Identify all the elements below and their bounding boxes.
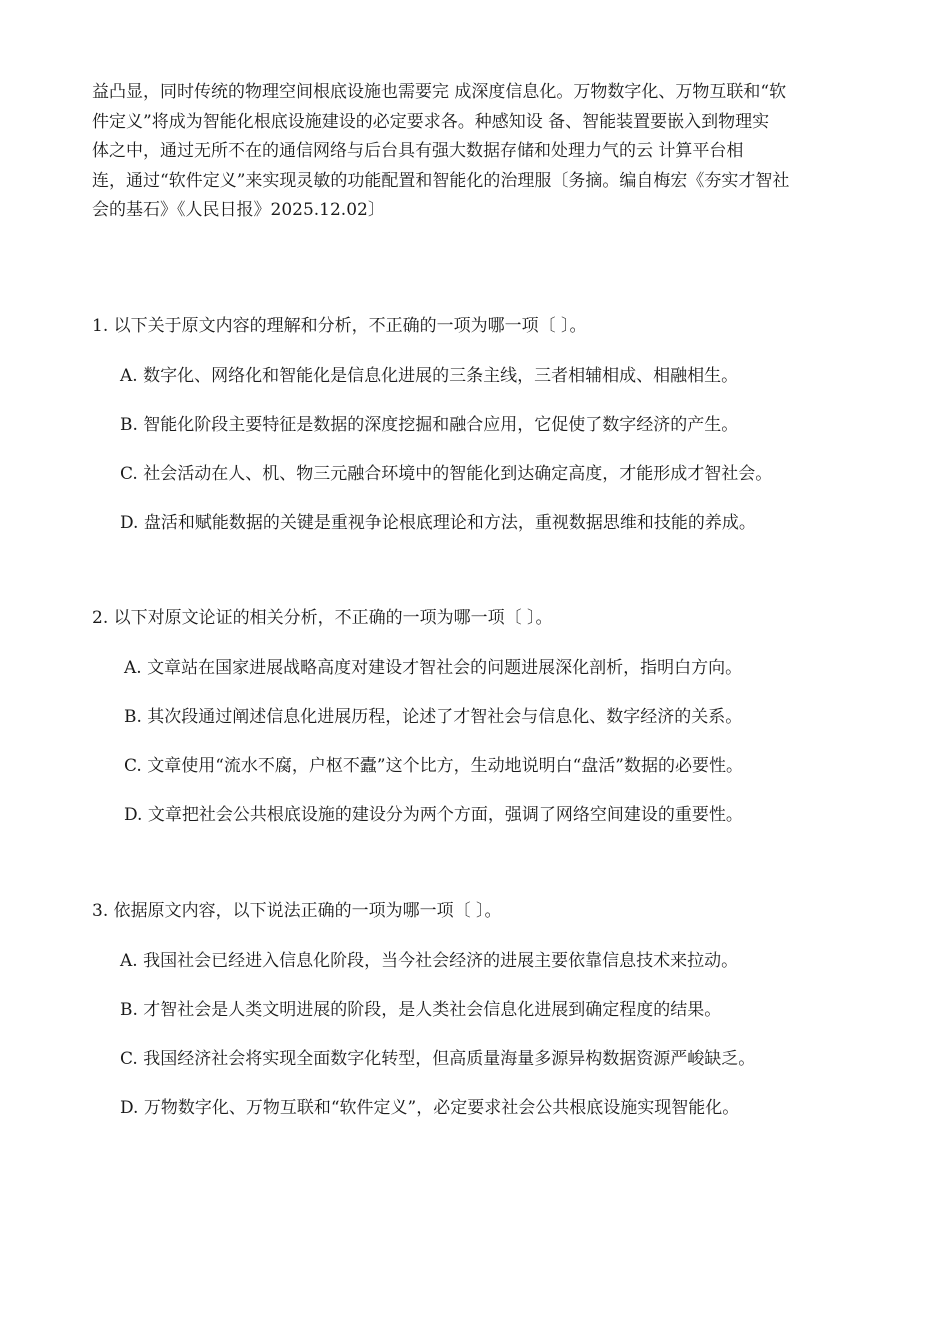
option-b: B. 其次段通过阐述信息化进展历程，论述了才智社会与信息化、数字经济的关系。 xyxy=(124,707,743,727)
option-a: A. 数字化、网络化和智能化是信息化进展的三条主线，三者相辅相成、相融相生。 xyxy=(120,366,739,386)
passage-text xyxy=(92,78,842,226)
option-d: D. 万物数字化、万物互联和“软件定义”，必定要求社会公共根底设施实现智能化。 xyxy=(120,1098,740,1118)
option-c: C. 文章使用“流水不腐，户枢不蠹”这个比方，生动地说明白“盘活”数据的必要性。 xyxy=(124,756,743,776)
passage-line: 益凸显，同时传统的物理空间根底设施也需要完 成深度信息化。万物数字化、万物互联和“软 xyxy=(92,82,787,102)
passage-line: 件定义”将成为智能化根底设施建设的必定要求各。种感知设 备、智能装置要嵌入到物理实 xyxy=(92,111,770,132)
option-c: C. 我国经济社会将实现全面数字化转型，但高质量海量多源异构数据资源严峻缺乏。 xyxy=(120,1049,756,1069)
question-3 xyxy=(92,899,892,1120)
passage-line: 体之中，通过无所不在的通信网络与后台具有强大数据存储和处理力气的云 计算平台相 xyxy=(92,141,744,161)
option-b: B. 智能化阶段主要特征是数据的深度挖掘和融合应用，它促使了数字经济的产生。 xyxy=(120,415,739,435)
question-stem: 3. 依据原文内容，以下说法正确的一项为哪一项〔 〕。 xyxy=(92,901,502,921)
question-stem: 2. 以下对原文论证的相关分析，不正确的一项为哪一项〔 〕。 xyxy=(92,608,553,628)
passage-line: 会的基石》《人民日报》2025.12.02〕 xyxy=(92,200,385,220)
option-a: A. 文章站在国家进展战略高度对建设才智社会的问题进展深化剖析，指明白方向。 xyxy=(124,658,743,678)
question-stem: 1. 以下关于原文内容的理解和分析，不正确的一项为哪一项〔 〕。 xyxy=(92,316,587,336)
passage-line: 连，通过“软件定义”来实现灵敏的功能配置和智能化的治理服〔务摘。编自梅宏《夯实才智社 xyxy=(92,170,790,191)
option-b: B. 才智社会是人类文明进展的阶段，是人类社会信息化进展到确定程度的结果。 xyxy=(120,1000,722,1020)
option-c: C. 社会活动在人、机、物三元融合环境中的智能化到达确定高度，才能形成才智社会。 xyxy=(120,464,773,484)
option-d: D. 文章把社会公共根底设施的建设分为两个方面，强调了网络空间建设的重要性。 xyxy=(124,805,743,825)
question-2 xyxy=(92,606,892,827)
option-d: D. 盘活和赋能数据的关键是重视争论根底理论和方法，重视数据思维和技能的养成。 xyxy=(120,513,756,533)
option-a: A. 我国社会已经进入信息化阶段，当今社会经济的进展主要依靠信息技术来拉动。 xyxy=(120,951,739,971)
question-1 xyxy=(92,314,892,535)
